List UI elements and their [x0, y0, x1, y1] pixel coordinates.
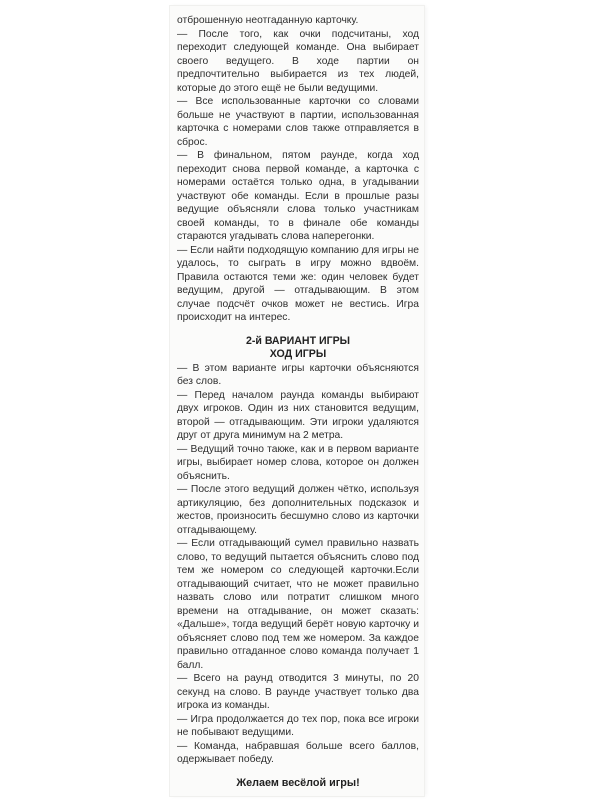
closing-line: Желаем весёлой игры! — [236, 776, 360, 789]
section-subtitle: ХОД ИГРЫ — [269, 348, 327, 360]
paragraph: — Всего на раунд отводится 3 минуты, по 20 секунд на слово. В раунде участвует только два игрока из команды. — [177, 673, 419, 711]
paragraph: — После того, как очки подсчитаны, ход переходит следующей команде. Она выбирает своего ведущего. В ходе партии он предпочтительно выбирается из тех людей, которые до этого ещё не были ведущими. — [177, 28, 419, 94]
rules-leaflet — [170, 6, 424, 796]
paragraph: — Игра продолжается до тех пор, пока все игроки не побывают ведущими. — [177, 713, 419, 738]
spacer — [177, 325, 419, 335]
paragraph: — Все использованные карточки со словами больше не участвуют в партии, использованная карточка с номерами слов также отправляется в сброс. — [177, 96, 419, 148]
paragraph: — Перед началом раунда команды выбирают двух игроков. Один из них становится ведущим, второй — отгадывающим. Эти игроки удаляются друг от друга минимум на 2 метра. — [177, 389, 419, 441]
paragraph: — После этого ведущий должен чётко, используя артикуляцию, без дополнительных подсказок и жестов, произносить бесшумно слово из карточки отгадывающему. — [177, 484, 419, 536]
paragraph: — Если найти подходящую компанию для игры не удалось, то сыграть в игру можно вдвоём. Правила остаются теми же: один человек будет ведущим, другой — отгадывающим. В этом случае подсчёт очков может не вестись. Игра происходит на интерес. — [177, 244, 419, 323]
paragraph: — В этом варианте игры карточки объясняются без слов. — [177, 362, 419, 387]
paragraph: — Команда, набравшая больше всего баллов, одержывает победу. — [177, 740, 419, 765]
paragraph: — Ведущий точно также, как и в первом варианте игры, выбирает номер слова, которое он должен объяснить. — [177, 443, 419, 482]
rules-text — [177, 14, 419, 790]
paragraph: — Если отгадывающий сумел правильно назвать слово, то ведущий пытается объяснить слово под тем же номером со следующей карточки.Если отгадывающий считает, что не может правильно назвать слово или потратит слишком много времени на отгадывание, он может сказать: «Дальше», тогда ведущий берёт новую карточку и объясняет слово под тем же номером. За каждое правильно отгаданное слово команда получает 1 балл. — [177, 538, 419, 671]
section-title: 2-й ВАРИАНТ ИГРЫ — [245, 334, 351, 347]
paragraph: — В финальном, пятом раунде, когда ход переходит снова первой команде, а карточка с номерами остаётся только одна, в угадывании участвуют обе команды. Если в прошлые разы ведущие объясняли слова только участникам своей команды, то в финале обе команды стараются угадывать слова наперегонки. — [177, 150, 419, 242]
paragraph: отброшенную неотгаданную карточку. — [177, 15, 359, 26]
